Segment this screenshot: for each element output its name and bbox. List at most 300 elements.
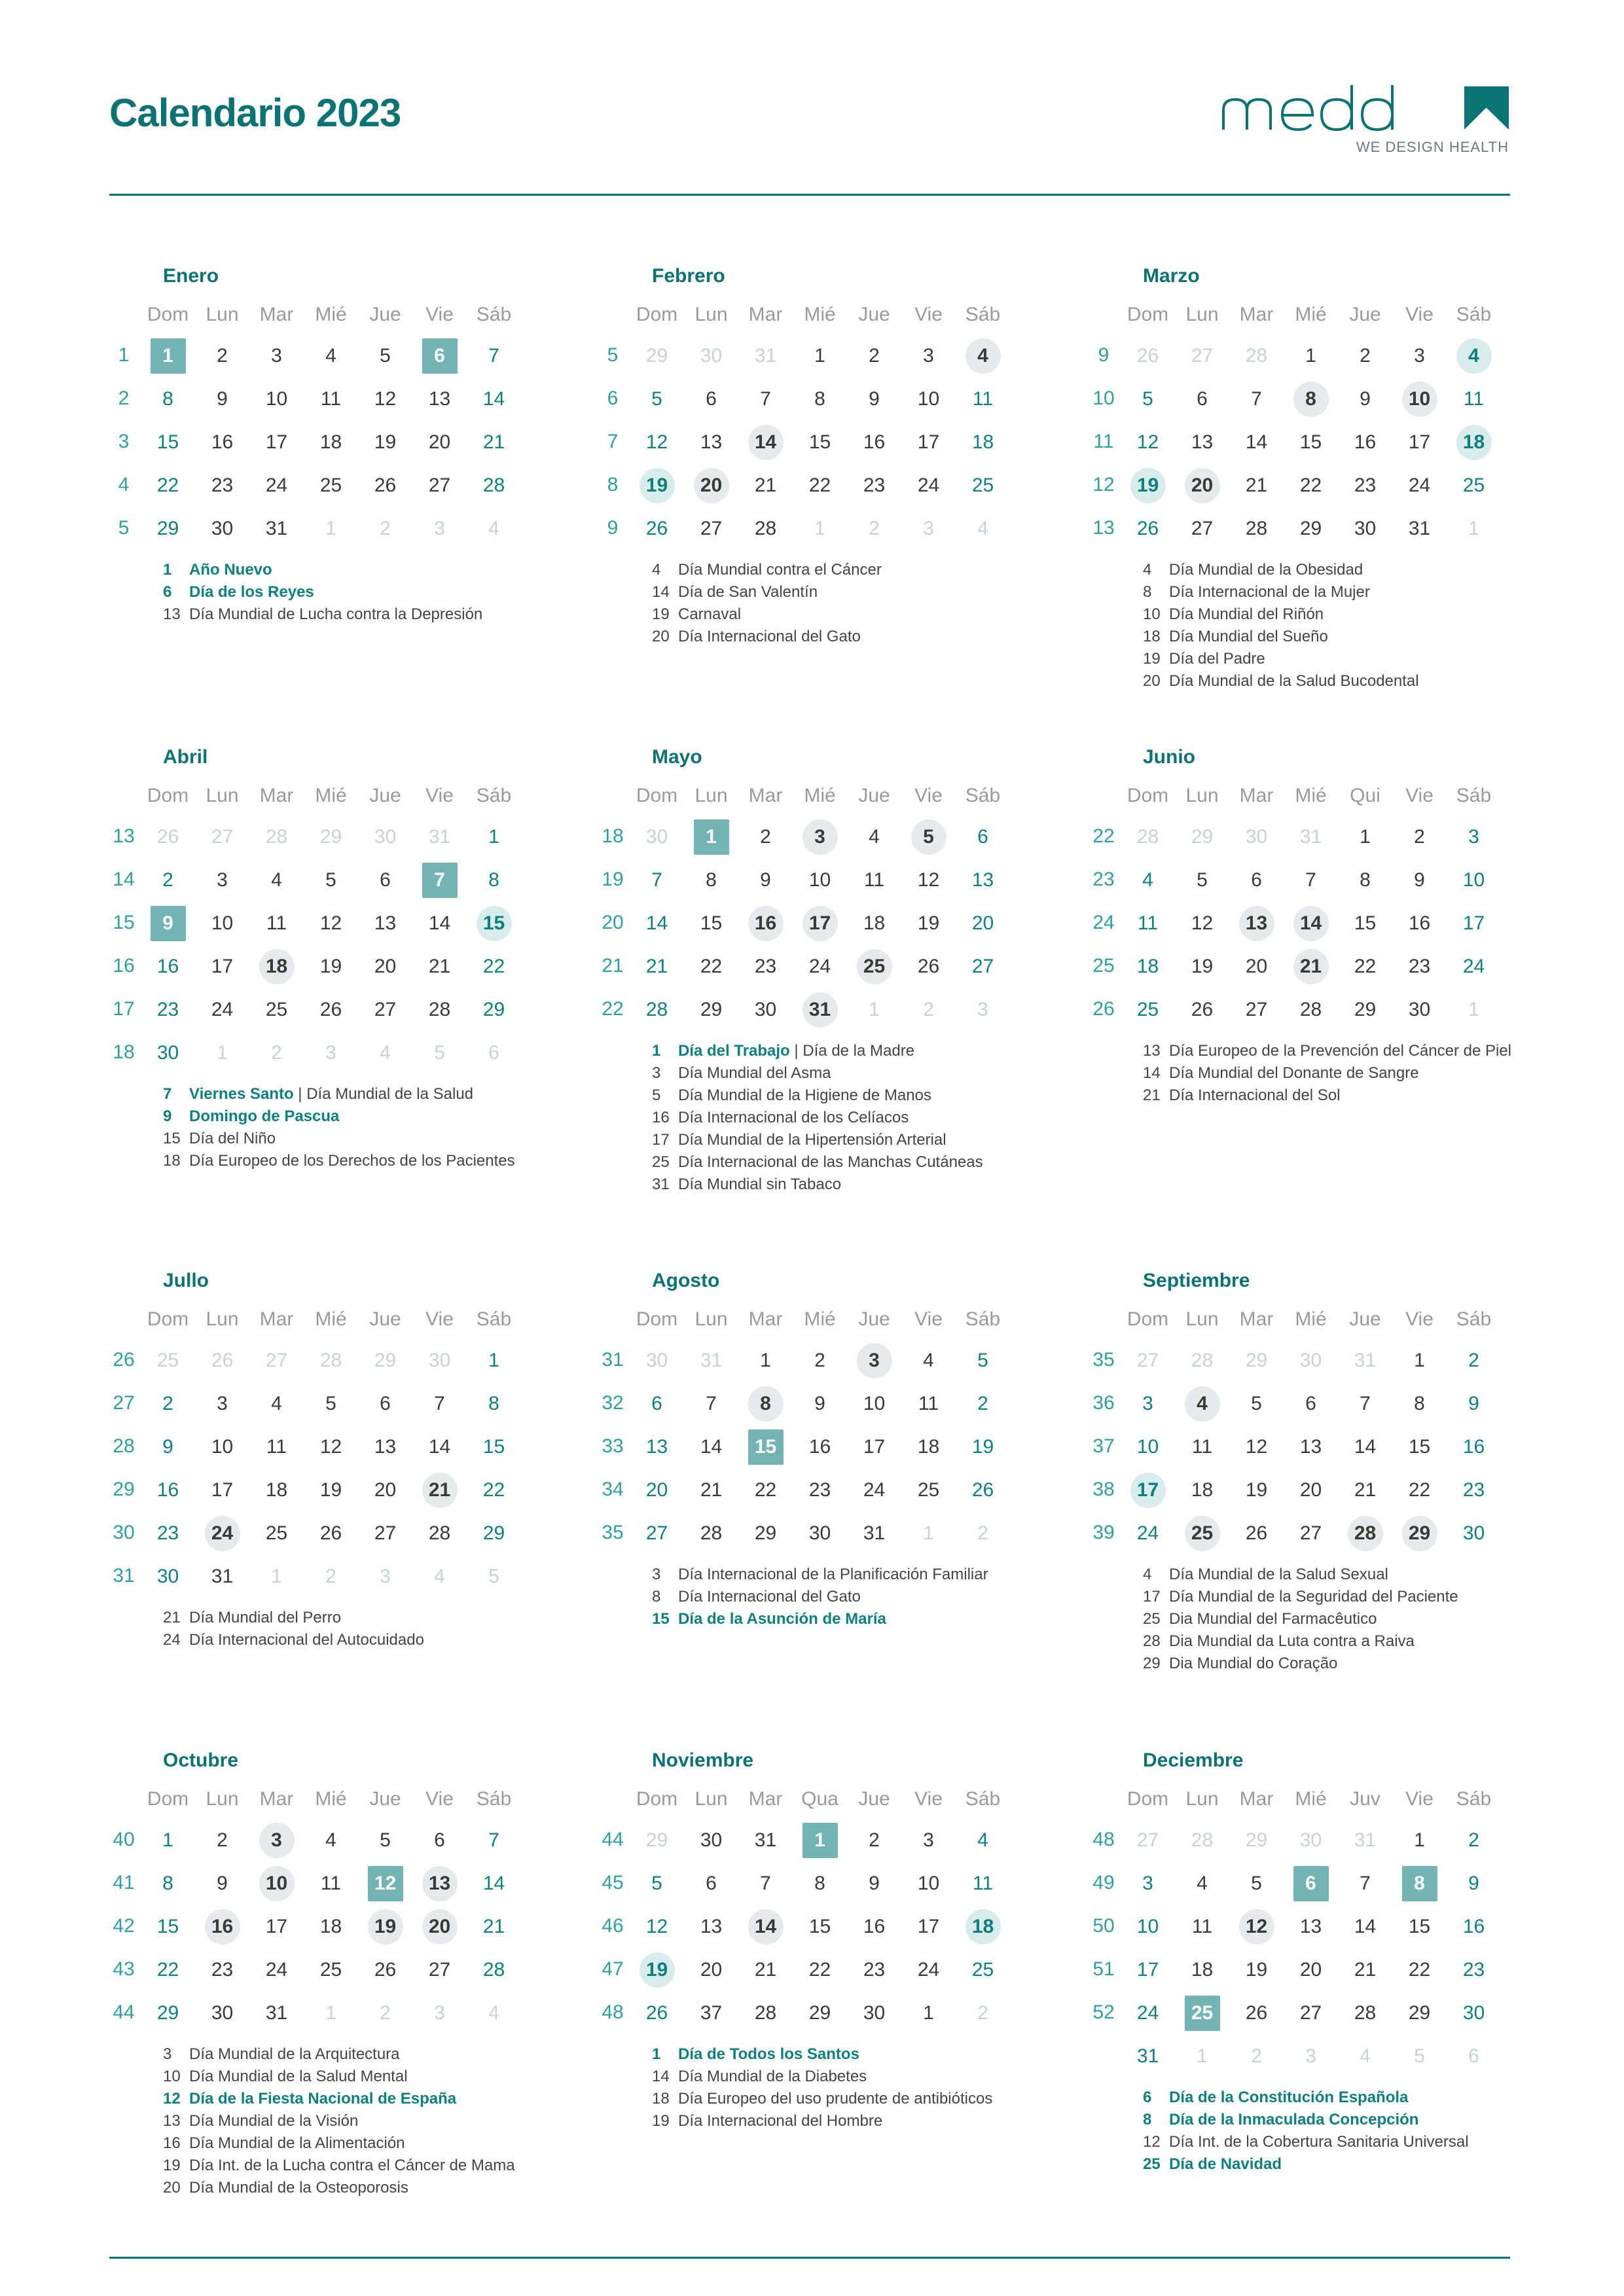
day-cell[interactable] (684, 334, 738, 377)
day-cell[interactable] (249, 377, 304, 420)
day-cell[interactable] (684, 1991, 738, 2034)
day-cell[interactable] (738, 1861, 793, 1905)
day-cell[interactable] (358, 1948, 412, 1991)
day-cell[interactable] (467, 463, 521, 507)
day-cell[interactable] (901, 334, 956, 377)
day-cell[interactable] (793, 1818, 847, 1861)
day-cell[interactable] (793, 334, 847, 377)
day-cell[interactable] (684, 1948, 738, 1991)
day-cell[interactable] (249, 334, 304, 377)
day-cell[interactable] (1121, 901, 1175, 944)
day-cell[interactable] (304, 988, 358, 1031)
day-cell[interactable] (195, 988, 249, 1031)
day-cell[interactable] (249, 1338, 304, 1382)
day-cell[interactable] (1447, 1338, 1501, 1382)
day-cell[interactable] (1175, 420, 1229, 463)
day-cell[interactable] (1121, 1818, 1175, 1861)
day-cell[interactable] (249, 420, 304, 463)
day-cell[interactable] (1284, 901, 1338, 944)
day-cell[interactable] (901, 944, 956, 988)
day-cell[interactable] (1121, 1468, 1175, 1511)
day-cell[interactable] (793, 463, 847, 507)
day-cell[interactable] (304, 1425, 358, 1468)
day-cell[interactable] (630, 1511, 684, 1554)
day-cell[interactable] (195, 334, 249, 377)
day-cell[interactable] (793, 1991, 847, 2034)
day-cell[interactable] (1229, 507, 1284, 550)
day-cell[interactable] (1392, 334, 1447, 377)
day-cell[interactable] (738, 1991, 793, 2034)
day-cell[interactable] (1392, 1425, 1447, 1468)
day-cell[interactable] (1392, 944, 1447, 988)
day-cell[interactable] (1175, 815, 1229, 858)
day-cell[interactable] (738, 944, 793, 988)
day-cell[interactable] (956, 1338, 1010, 1382)
day-cell[interactable] (412, 1818, 467, 1861)
day-cell[interactable] (358, 1861, 412, 1905)
day-cell[interactable] (1175, 1818, 1229, 1861)
day-cell[interactable] (412, 1554, 467, 1598)
day-cell[interactable] (1229, 1338, 1284, 1382)
day-cell[interactable] (793, 815, 847, 858)
day-cell[interactable] (141, 377, 195, 420)
day-cell[interactable] (630, 1425, 684, 1468)
day-cell[interactable] (358, 1905, 412, 1948)
day-cell[interactable] (1229, 2034, 1284, 2077)
day-cell[interactable] (195, 1905, 249, 1948)
day-cell[interactable] (141, 858, 195, 901)
day-cell[interactable] (1121, 1382, 1175, 1425)
day-cell[interactable] (1447, 1818, 1501, 1861)
day-cell[interactable] (1284, 377, 1338, 420)
day-cell[interactable] (630, 1861, 684, 1905)
day-cell[interactable] (249, 1468, 304, 1511)
day-cell[interactable] (304, 507, 358, 550)
day-cell[interactable] (1447, 1861, 1501, 1905)
day-cell[interactable] (249, 1511, 304, 1554)
day-cell[interactable] (684, 1861, 738, 1905)
day-cell[interactable] (793, 1468, 847, 1511)
day-cell[interactable] (1392, 507, 1447, 550)
day-cell[interactable] (1121, 463, 1175, 507)
day-cell[interactable] (141, 1818, 195, 1861)
day-cell[interactable] (793, 420, 847, 463)
day-cell[interactable] (195, 1818, 249, 1861)
day-cell[interactable] (1338, 1948, 1392, 1991)
day-cell[interactable] (467, 1511, 521, 1554)
day-cell[interactable] (956, 1818, 1010, 1861)
day-cell[interactable] (358, 858, 412, 901)
day-cell[interactable] (738, 1382, 793, 1425)
day-cell[interactable] (630, 815, 684, 858)
day-cell[interactable] (1121, 1338, 1175, 1382)
day-cell[interactable] (1392, 858, 1447, 901)
day-cell[interactable] (358, 1031, 412, 1074)
day-cell[interactable] (1447, 988, 1501, 1031)
day-cell[interactable] (847, 858, 901, 901)
day-cell[interactable] (956, 377, 1010, 420)
day-cell[interactable] (1229, 944, 1284, 988)
day-cell[interactable] (304, 1948, 358, 1991)
day-cell[interactable] (1284, 1991, 1338, 2034)
day-cell[interactable] (630, 1991, 684, 2034)
day-cell[interactable] (1338, 1818, 1392, 1861)
day-cell[interactable] (249, 858, 304, 901)
day-cell[interactable] (847, 1382, 901, 1425)
day-cell[interactable] (1338, 377, 1392, 420)
day-cell[interactable] (249, 1031, 304, 1074)
day-cell[interactable] (684, 1425, 738, 1468)
day-cell[interactable] (1392, 815, 1447, 858)
day-cell[interactable] (467, 1554, 521, 1598)
day-cell[interactable] (738, 901, 793, 944)
day-cell[interactable] (738, 1905, 793, 1948)
day-cell[interactable] (1447, 1468, 1501, 1511)
day-cell[interactable] (1175, 988, 1229, 1031)
day-cell[interactable] (195, 1991, 249, 2034)
day-cell[interactable] (1284, 507, 1338, 550)
day-cell[interactable] (195, 1468, 249, 1511)
day-cell[interactable] (304, 1818, 358, 1861)
day-cell[interactable] (1121, 507, 1175, 550)
day-cell[interactable] (195, 507, 249, 550)
day-cell[interactable] (141, 463, 195, 507)
day-cell[interactable] (1338, 334, 1392, 377)
day-cell[interactable] (684, 1382, 738, 1425)
day-cell[interactable] (304, 377, 358, 420)
day-cell[interactable] (956, 858, 1010, 901)
day-cell[interactable] (249, 1948, 304, 1991)
day-cell[interactable] (956, 1861, 1010, 1905)
day-cell[interactable] (901, 1948, 956, 1991)
day-cell[interactable] (1121, 2034, 1175, 2077)
day-cell[interactable] (630, 507, 684, 550)
day-cell[interactable] (684, 988, 738, 1031)
day-cell[interactable] (304, 901, 358, 944)
day-cell[interactable] (1338, 944, 1392, 988)
day-cell[interactable] (738, 1425, 793, 1468)
day-cell[interactable] (195, 901, 249, 944)
day-cell[interactable] (1392, 420, 1447, 463)
day-cell[interactable] (1447, 1425, 1501, 1468)
day-cell[interactable] (249, 1991, 304, 2034)
day-cell[interactable] (901, 507, 956, 550)
day-cell[interactable] (1284, 1338, 1338, 1382)
day-cell[interactable] (1392, 988, 1447, 1031)
day-cell[interactable] (141, 507, 195, 550)
day-cell[interactable] (901, 858, 956, 901)
day-cell[interactable] (956, 1991, 1010, 2034)
day-cell[interactable] (956, 1948, 1010, 1991)
day-cell[interactable] (358, 377, 412, 420)
day-cell[interactable] (358, 1338, 412, 1382)
day-cell[interactable] (1229, 377, 1284, 420)
day-cell[interactable] (141, 1382, 195, 1425)
day-cell[interactable] (1229, 463, 1284, 507)
day-cell[interactable] (304, 463, 358, 507)
day-cell[interactable] (1338, 1425, 1392, 1468)
day-cell[interactable] (1392, 1861, 1447, 1905)
day-cell[interactable] (630, 988, 684, 1031)
day-cell[interactable] (901, 1861, 956, 1905)
day-cell[interactable] (467, 420, 521, 463)
day-cell[interactable] (901, 1425, 956, 1468)
day-cell[interactable] (467, 1468, 521, 1511)
day-cell[interactable] (956, 901, 1010, 944)
day-cell[interactable] (195, 1382, 249, 1425)
day-cell[interactable] (901, 988, 956, 1031)
day-cell[interactable] (793, 1425, 847, 1468)
day-cell[interactable] (847, 988, 901, 1031)
day-cell[interactable] (847, 1338, 901, 1382)
day-cell[interactable] (1447, 1905, 1501, 1948)
day-cell[interactable] (1447, 463, 1501, 507)
day-cell[interactable] (738, 334, 793, 377)
day-cell[interactable] (467, 901, 521, 944)
day-cell[interactable] (467, 507, 521, 550)
day-cell[interactable] (141, 1991, 195, 2034)
day-cell[interactable] (249, 1818, 304, 1861)
day-cell[interactable] (141, 1511, 195, 1554)
day-cell[interactable] (412, 815, 467, 858)
day-cell[interactable] (467, 1948, 521, 1991)
day-cell[interactable] (630, 1818, 684, 1861)
day-cell[interactable] (738, 507, 793, 550)
day-cell[interactable] (738, 1948, 793, 1991)
day-cell[interactable] (793, 1861, 847, 1905)
day-cell[interactable] (358, 1425, 412, 1468)
day-cell[interactable] (793, 858, 847, 901)
day-cell[interactable] (304, 1382, 358, 1425)
day-cell[interactable] (847, 377, 901, 420)
day-cell[interactable] (304, 858, 358, 901)
day-cell[interactable] (304, 1554, 358, 1598)
day-cell[interactable] (1121, 944, 1175, 988)
day-cell[interactable] (249, 988, 304, 1031)
day-cell[interactable] (630, 944, 684, 988)
day-cell[interactable] (1175, 1991, 1229, 2034)
day-cell[interactable] (1175, 1905, 1229, 1948)
day-cell[interactable] (738, 377, 793, 420)
day-cell[interactable] (1392, 1338, 1447, 1382)
day-cell[interactable] (195, 420, 249, 463)
day-cell[interactable] (1338, 463, 1392, 507)
day-cell[interactable] (1175, 858, 1229, 901)
day-cell[interactable] (956, 1905, 1010, 1948)
day-cell[interactable] (847, 1511, 901, 1554)
day-cell[interactable] (793, 944, 847, 988)
day-cell[interactable] (1338, 1861, 1392, 1905)
day-cell[interactable] (195, 1425, 249, 1468)
day-cell[interactable] (467, 1991, 521, 2034)
day-cell[interactable] (1447, 944, 1501, 988)
day-cell[interactable] (358, 1991, 412, 2034)
day-cell[interactable] (956, 507, 1010, 550)
day-cell[interactable] (358, 420, 412, 463)
day-cell[interactable] (1447, 1511, 1501, 1554)
day-cell[interactable] (956, 463, 1010, 507)
day-cell[interactable] (195, 463, 249, 507)
day-cell[interactable] (249, 944, 304, 988)
day-cell[interactable] (1338, 1511, 1392, 1554)
day-cell[interactable] (249, 507, 304, 550)
day-cell[interactable] (901, 815, 956, 858)
day-cell[interactable] (956, 334, 1010, 377)
day-cell[interactable] (412, 463, 467, 507)
day-cell[interactable] (467, 944, 521, 988)
day-cell[interactable] (901, 1382, 956, 1425)
day-cell[interactable] (1121, 988, 1175, 1031)
day-cell[interactable] (412, 1511, 467, 1554)
day-cell[interactable] (304, 420, 358, 463)
day-cell[interactable] (1447, 1991, 1501, 2034)
day-cell[interactable] (630, 334, 684, 377)
day-cell[interactable] (956, 1382, 1010, 1425)
day-cell[interactable] (1175, 944, 1229, 988)
day-cell[interactable] (956, 1468, 1010, 1511)
day-cell[interactable] (1284, 1425, 1338, 1468)
day-cell[interactable] (412, 507, 467, 550)
day-cell[interactable] (1121, 1991, 1175, 2034)
day-cell[interactable] (956, 1425, 1010, 1468)
day-cell[interactable] (141, 988, 195, 1031)
day-cell[interactable] (1229, 1425, 1284, 1468)
day-cell[interactable] (1121, 1861, 1175, 1905)
day-cell[interactable] (1229, 420, 1284, 463)
day-cell[interactable] (630, 420, 684, 463)
day-cell[interactable] (1229, 1468, 1284, 1511)
day-cell[interactable] (684, 944, 738, 988)
day-cell[interactable] (630, 1948, 684, 1991)
day-cell[interactable] (901, 1991, 956, 2034)
day-cell[interactable] (1121, 377, 1175, 420)
day-cell[interactable] (956, 815, 1010, 858)
day-cell[interactable] (847, 1861, 901, 1905)
day-cell[interactable] (412, 1031, 467, 1074)
day-cell[interactable] (847, 901, 901, 944)
day-cell[interactable] (630, 1338, 684, 1382)
day-cell[interactable] (684, 858, 738, 901)
day-cell[interactable] (1447, 815, 1501, 858)
day-cell[interactable] (1121, 1948, 1175, 1991)
day-cell[interactable] (1284, 858, 1338, 901)
day-cell[interactable] (141, 334, 195, 377)
day-cell[interactable] (1392, 2034, 1447, 2077)
day-cell[interactable] (1284, 944, 1338, 988)
day-cell[interactable] (901, 1818, 956, 1861)
day-cell[interactable] (141, 815, 195, 858)
day-cell[interactable] (901, 1468, 956, 1511)
day-cell[interactable] (195, 1338, 249, 1382)
day-cell[interactable] (847, 815, 901, 858)
day-cell[interactable] (1338, 901, 1392, 944)
day-cell[interactable] (412, 1948, 467, 1991)
day-cell[interactable] (1392, 377, 1447, 420)
day-cell[interactable] (1175, 1425, 1229, 1468)
day-cell[interactable] (738, 1468, 793, 1511)
day-cell[interactable] (358, 463, 412, 507)
day-cell[interactable] (467, 1425, 521, 1468)
day-cell[interactable] (1338, 1905, 1392, 1948)
day-cell[interactable] (141, 420, 195, 463)
day-cell[interactable] (1392, 463, 1447, 507)
day-cell[interactable] (358, 1818, 412, 1861)
day-cell[interactable] (1338, 988, 1392, 1031)
day-cell[interactable] (467, 1861, 521, 1905)
day-cell[interactable] (358, 815, 412, 858)
day-cell[interactable] (684, 507, 738, 550)
day-cell[interactable] (901, 420, 956, 463)
day-cell[interactable] (1284, 2034, 1338, 2077)
day-cell[interactable] (412, 1991, 467, 2034)
day-cell[interactable] (358, 901, 412, 944)
day-cell[interactable] (1284, 1468, 1338, 1511)
day-cell[interactable] (467, 1031, 521, 1074)
day-cell[interactable] (141, 944, 195, 988)
day-cell[interactable] (738, 858, 793, 901)
day-cell[interactable] (1229, 1861, 1284, 1905)
day-cell[interactable] (141, 1861, 195, 1905)
day-cell[interactable] (847, 1818, 901, 1861)
day-cell[interactable] (901, 377, 956, 420)
day-cell[interactable] (195, 1511, 249, 1554)
day-cell[interactable] (1175, 1382, 1229, 1425)
day-cell[interactable] (684, 1818, 738, 1861)
day-cell[interactable] (1392, 1905, 1447, 1948)
day-cell[interactable] (249, 1554, 304, 1598)
day-cell[interactable] (412, 858, 467, 901)
day-cell[interactable] (793, 377, 847, 420)
day-cell[interactable] (684, 1905, 738, 1948)
day-cell[interactable] (1175, 1338, 1229, 1382)
day-cell[interactable] (412, 1338, 467, 1382)
day-cell[interactable] (249, 815, 304, 858)
day-cell[interactable] (412, 420, 467, 463)
day-cell[interactable] (358, 1554, 412, 1598)
day-cell[interactable] (1229, 858, 1284, 901)
day-cell[interactable] (358, 1468, 412, 1511)
day-cell[interactable] (847, 507, 901, 550)
day-cell[interactable] (901, 1905, 956, 1948)
day-cell[interactable] (1392, 1468, 1447, 1511)
day-cell[interactable] (467, 988, 521, 1031)
day-cell[interactable] (1175, 901, 1229, 944)
day-cell[interactable] (304, 1338, 358, 1382)
day-cell[interactable] (358, 507, 412, 550)
day-cell[interactable] (1229, 1511, 1284, 1554)
day-cell[interactable] (412, 988, 467, 1031)
day-cell[interactable] (304, 1468, 358, 1511)
day-cell[interactable] (684, 815, 738, 858)
day-cell[interactable] (467, 377, 521, 420)
day-cell[interactable] (738, 463, 793, 507)
day-cell[interactable] (304, 1905, 358, 1948)
day-cell[interactable] (1229, 1818, 1284, 1861)
day-cell[interactable] (1447, 1948, 1501, 1991)
day-cell[interactable] (141, 1425, 195, 1468)
day-cell[interactable] (358, 1511, 412, 1554)
day-cell[interactable] (195, 1031, 249, 1074)
day-cell[interactable] (195, 1554, 249, 1598)
day-cell[interactable] (684, 901, 738, 944)
day-cell[interactable] (1392, 1511, 1447, 1554)
day-cell[interactable] (1175, 2034, 1229, 2077)
day-cell[interactable] (195, 1861, 249, 1905)
day-cell[interactable] (467, 1382, 521, 1425)
day-cell[interactable] (1284, 463, 1338, 507)
day-cell[interactable] (358, 988, 412, 1031)
day-cell[interactable] (1338, 1382, 1392, 1425)
